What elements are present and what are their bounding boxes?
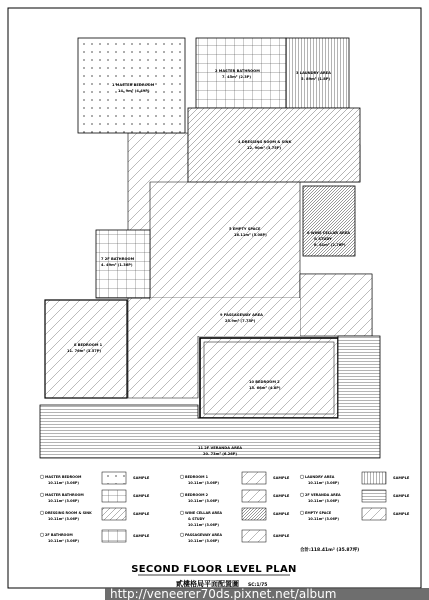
legend-swatch bbox=[362, 490, 386, 502]
svg-text:25.9m² (7.73P): 25.9m² (7.73P) bbox=[225, 319, 256, 323]
legend-sample-label: SAMPLE bbox=[393, 494, 410, 498]
legend-swatch bbox=[362, 508, 386, 520]
legend-name: 2F BATHROOM bbox=[45, 533, 73, 537]
legend-area: 10.11m² (3.06P) bbox=[48, 499, 79, 503]
legend-sample-label: SAMPLE bbox=[273, 512, 290, 516]
legend-swatch bbox=[102, 508, 126, 520]
svg-text:10 BEDROOM 2: 10 BEDROOM 2 bbox=[249, 380, 280, 384]
legend-area: 10.11m² (3.06P) bbox=[308, 481, 339, 485]
legend-number-circle bbox=[300, 511, 304, 515]
legend-sample-label: SAMPLE bbox=[393, 512, 410, 516]
legend-item bbox=[180, 530, 290, 543]
legend-swatch bbox=[102, 472, 126, 484]
legend-area: 10.11m² (3.06P) bbox=[48, 539, 79, 543]
legend-sample-label: SAMPLE bbox=[133, 512, 150, 516]
room-bedroom-2 bbox=[200, 338, 338, 418]
legend-name: BEDROOM 2 bbox=[185, 493, 209, 497]
legend-area: 10.11m² (3.06P) bbox=[188, 539, 219, 543]
legend-item bbox=[180, 472, 290, 485]
legend-area: 10.11m² (3.06P) bbox=[308, 499, 339, 503]
legend-area: 10.11m² (3.06P) bbox=[188, 499, 219, 503]
svg-text:4. 49m² (1.36P): 4. 49m² (1.36P) bbox=[101, 263, 133, 267]
legend-item bbox=[40, 530, 150, 543]
title-block bbox=[131, 546, 359, 588]
legend-item bbox=[180, 490, 290, 503]
legend-name: EMPTY SPACE bbox=[305, 511, 332, 515]
svg-text:11. 76m² (3.57P): 11. 76m² (3.57P) bbox=[67, 349, 101, 353]
svg-text:8 BEDROOM 1: 8 BEDROOM 1 bbox=[74, 343, 103, 347]
svg-text:6 WINE CELLAR AREA: 6 WINE CELLAR AREA bbox=[307, 231, 351, 235]
legend-item bbox=[40, 472, 150, 485]
legend-number-circle bbox=[40, 511, 44, 515]
legend-item bbox=[40, 508, 150, 521]
legend-sample-label: SAMPLE bbox=[393, 476, 410, 480]
legend-number-circle bbox=[300, 475, 304, 479]
legend-name: MASTER BEDROOM bbox=[45, 475, 82, 479]
svg-text:5 EMPTY SPACE: 5 EMPTY SPACE bbox=[229, 227, 261, 231]
svg-text:2 MASTER BATHROOM: 2 MASTER BATHROOM bbox=[215, 69, 260, 73]
svg-text:15. 66m² (4.8P): 15. 66m² (4.8P) bbox=[249, 386, 281, 390]
svg-text:5. 89m² (1.8P): 5. 89m² (1.8P) bbox=[301, 77, 330, 81]
legend-item bbox=[300, 472, 410, 485]
legend-name: DRESSING ROOM & SINK bbox=[45, 511, 92, 515]
legend-number-circle bbox=[180, 493, 184, 497]
legend-area: 10.11m² (3.06P) bbox=[188, 523, 219, 527]
legend-swatch bbox=[362, 472, 386, 484]
label-area: 14. 9m² (4.49P) bbox=[118, 89, 150, 93]
plan-subtitle-cn: 貳樓格局平面配置圖 bbox=[176, 580, 239, 588]
legend-name: LAUNDRY AREA bbox=[305, 475, 335, 479]
legend-number-circle bbox=[180, 533, 184, 537]
legend-swatch bbox=[242, 530, 266, 542]
label-name: MASTER BEDROOM bbox=[115, 83, 155, 87]
legend-number-circle bbox=[300, 493, 304, 497]
legend-number-circle bbox=[40, 533, 44, 537]
room-passageway-mid bbox=[150, 298, 300, 336]
legend-sample-label: SAMPLE bbox=[133, 494, 150, 498]
legend-name: PASSAGEWAY AREA bbox=[185, 533, 222, 537]
watermark-text: http://veneerer70ds.pixnet.net/album bbox=[110, 587, 337, 600]
legend-area: 10.11m² (3.06P) bbox=[48, 481, 79, 485]
svg-text:& STUDY: & STUDY bbox=[314, 237, 332, 241]
legend-number-circle bbox=[180, 511, 184, 515]
svg-text:4 DRESSING ROOM & SINK: 4 DRESSING ROOM & SINK bbox=[238, 140, 292, 144]
label-num: 1 bbox=[112, 83, 115, 87]
legend-swatch bbox=[242, 472, 266, 484]
legend bbox=[40, 472, 410, 543]
legend-area: 10.11m² (3.06P) bbox=[308, 517, 339, 521]
legend-item bbox=[300, 490, 410, 503]
legend-sample-label: SAMPLE bbox=[133, 476, 150, 480]
room-dressing bbox=[188, 108, 360, 182]
plan-title: SECOND FLOOR LEVEL PLAN bbox=[131, 564, 297, 575]
legend-sample-label: SAMPLE bbox=[273, 534, 290, 538]
legend-name: 2F VERANDA AREA bbox=[305, 493, 341, 497]
svg-text:7 2F BATHROOM: 7 2F BATHROOM bbox=[101, 257, 135, 261]
legend-name: WINE CELLAR AREA bbox=[185, 511, 223, 515]
legend-item bbox=[300, 508, 410, 521]
legend-swatch bbox=[102, 490, 126, 502]
svg-text:3 LAUNDRY AREA: 3 LAUNDRY AREA bbox=[296, 71, 331, 75]
legend-name: BEDROOM 1 bbox=[185, 475, 209, 479]
legend-number-circle bbox=[40, 493, 44, 497]
legend-name-2: & STUDY bbox=[188, 517, 205, 521]
room-passageway-right bbox=[300, 274, 372, 336]
svg-text:8. 61m² (2.76P): 8. 61m² (2.76P) bbox=[314, 243, 346, 247]
plan bbox=[40, 38, 380, 458]
svg-text:1 MASTER BEDROOM bbox=[112, 83, 155, 87]
plan-scale: SC:1/75 bbox=[248, 583, 268, 588]
svg-text:20. 73m² (6.26P): 20. 73m² (6.26P) bbox=[203, 452, 237, 456]
legend-number-circle bbox=[40, 475, 44, 479]
total-area: 合計:118.41m² (35.87坪) bbox=[300, 548, 360, 553]
legend-area: 10.11m² (3.06P) bbox=[48, 517, 79, 521]
legend-area: 10.11m² (3.06P) bbox=[188, 481, 219, 485]
legend-sample-label: SAMPLE bbox=[273, 476, 290, 480]
legend-swatch bbox=[102, 530, 126, 542]
legend-sample-label: SAMPLE bbox=[133, 534, 150, 538]
legend-swatch bbox=[242, 508, 266, 520]
svg-text:9 PASSAGEWAY AREA: 9 PASSAGEWAY AREA bbox=[220, 313, 263, 317]
legend-sample-label: SAMPLE bbox=[273, 494, 290, 498]
room-master-bathroom bbox=[196, 38, 286, 108]
legend-name: MASTER BATHROOM bbox=[45, 493, 84, 497]
svg-text:12. 90m² (3.75P): 12. 90m² (3.75P) bbox=[247, 146, 281, 150]
legend-item bbox=[180, 508, 290, 527]
legend-swatch bbox=[242, 490, 266, 502]
legend-item bbox=[40, 490, 150, 503]
svg-text:16.11m² (5.08P): 16.11m² (5.08P) bbox=[234, 233, 267, 237]
svg-text:11 2F VERANDA AREA: 11 2F VERANDA AREA bbox=[198, 446, 243, 450]
legend-number-circle bbox=[180, 475, 184, 479]
svg-text:7. 45m² (2.3P): 7. 45m² (2.3P) bbox=[222, 75, 251, 79]
